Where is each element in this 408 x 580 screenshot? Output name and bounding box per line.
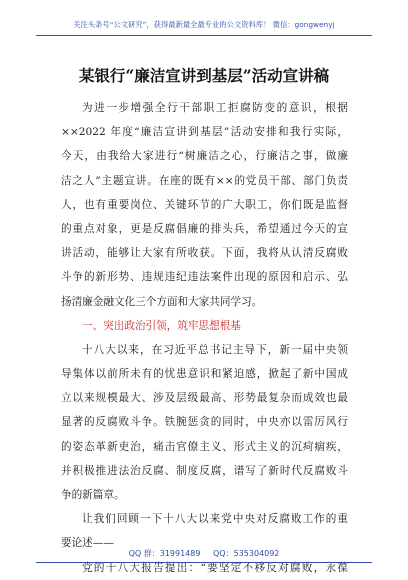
section-heading: 一、突出政治引领，筑牢思想根基 [82, 319, 241, 332]
body-line: 扬清廉金融文化三个方面和大家共同学习。 [61, 295, 263, 308]
body-line: 洁之人”主题宣讲。在座的既有××的党员干部、部门负责 [61, 174, 348, 187]
body-line: 人，也有重要岗位、关键环节的广大职工，你们既是监督 [61, 198, 348, 211]
document-title: 某银行“廉洁宣讲到基层”活动宣讲稿 [78, 66, 330, 85]
header-divider [36, 35, 372, 36]
body-line: 并积极推进法治反腐、制度反腐，谱写了新时代反腐败斗 [61, 464, 348, 477]
body-line: 显著的反腐败斗争。铁腕惩贪的同时，中央亦以雷厉风行 [61, 416, 348, 429]
footer-qq: QQ：535304092 [213, 549, 280, 558]
body-line: 的姿态革新吏治，痛击官僚主义、形式主义的沉疴痼疾， [61, 440, 348, 453]
body-line: 让我们回顾一下十八大以来党中央对反腐败工作的重 [82, 513, 348, 526]
body-line: 为进一步增强全行干部职工拒腐防变的意识，根据 [82, 102, 348, 114]
body-line: 党的十八大报告提出：“要坚定不移反对腐败，永葆 [82, 561, 348, 574]
body-line: 十八大以来，在习近平总书记主导下，新一届中央领 [82, 343, 348, 356]
footer-divider [36, 562, 372, 563]
body-line: ××2022 年度“廉洁宣讲到基层”活动安排和我行实际， [61, 126, 348, 139]
body-line: 立以来规模最大、涉及层级最高、形势最复杂而成效也最 [61, 392, 348, 405]
body-line: 争的新篇章。 [61, 489, 125, 501]
body-line: 要论述—— [61, 537, 114, 550]
body-line: 导集体以前所未有的忧患意识和紧迫感，掀起了新中国成 [61, 368, 348, 381]
document-body [61, 96, 348, 580]
header-banner: 关注头条号“公文研究”，获得最新最全最专业的公文资料库！ 微信：gongwenyj [73, 20, 335, 29]
footer-contact [0, 548, 408, 559]
body-line: 今天，由我给大家进行“树廉洁之心，行廉洁之事，做廉 [61, 150, 348, 163]
footer-qq-group: QQ 群：31991489 [128, 549, 201, 558]
body-line: 的重点对象，更是反腐倡廉的排头兵，希望通过今天的宣 [61, 222, 348, 235]
body-line: 斗争的新形势、违规违纪违法案件出现的原因和启示、弘 [61, 271, 348, 284]
body-line: 讲活动，能够让大家有所收获。下面，我将从认清反腐败 [61, 247, 348, 260]
